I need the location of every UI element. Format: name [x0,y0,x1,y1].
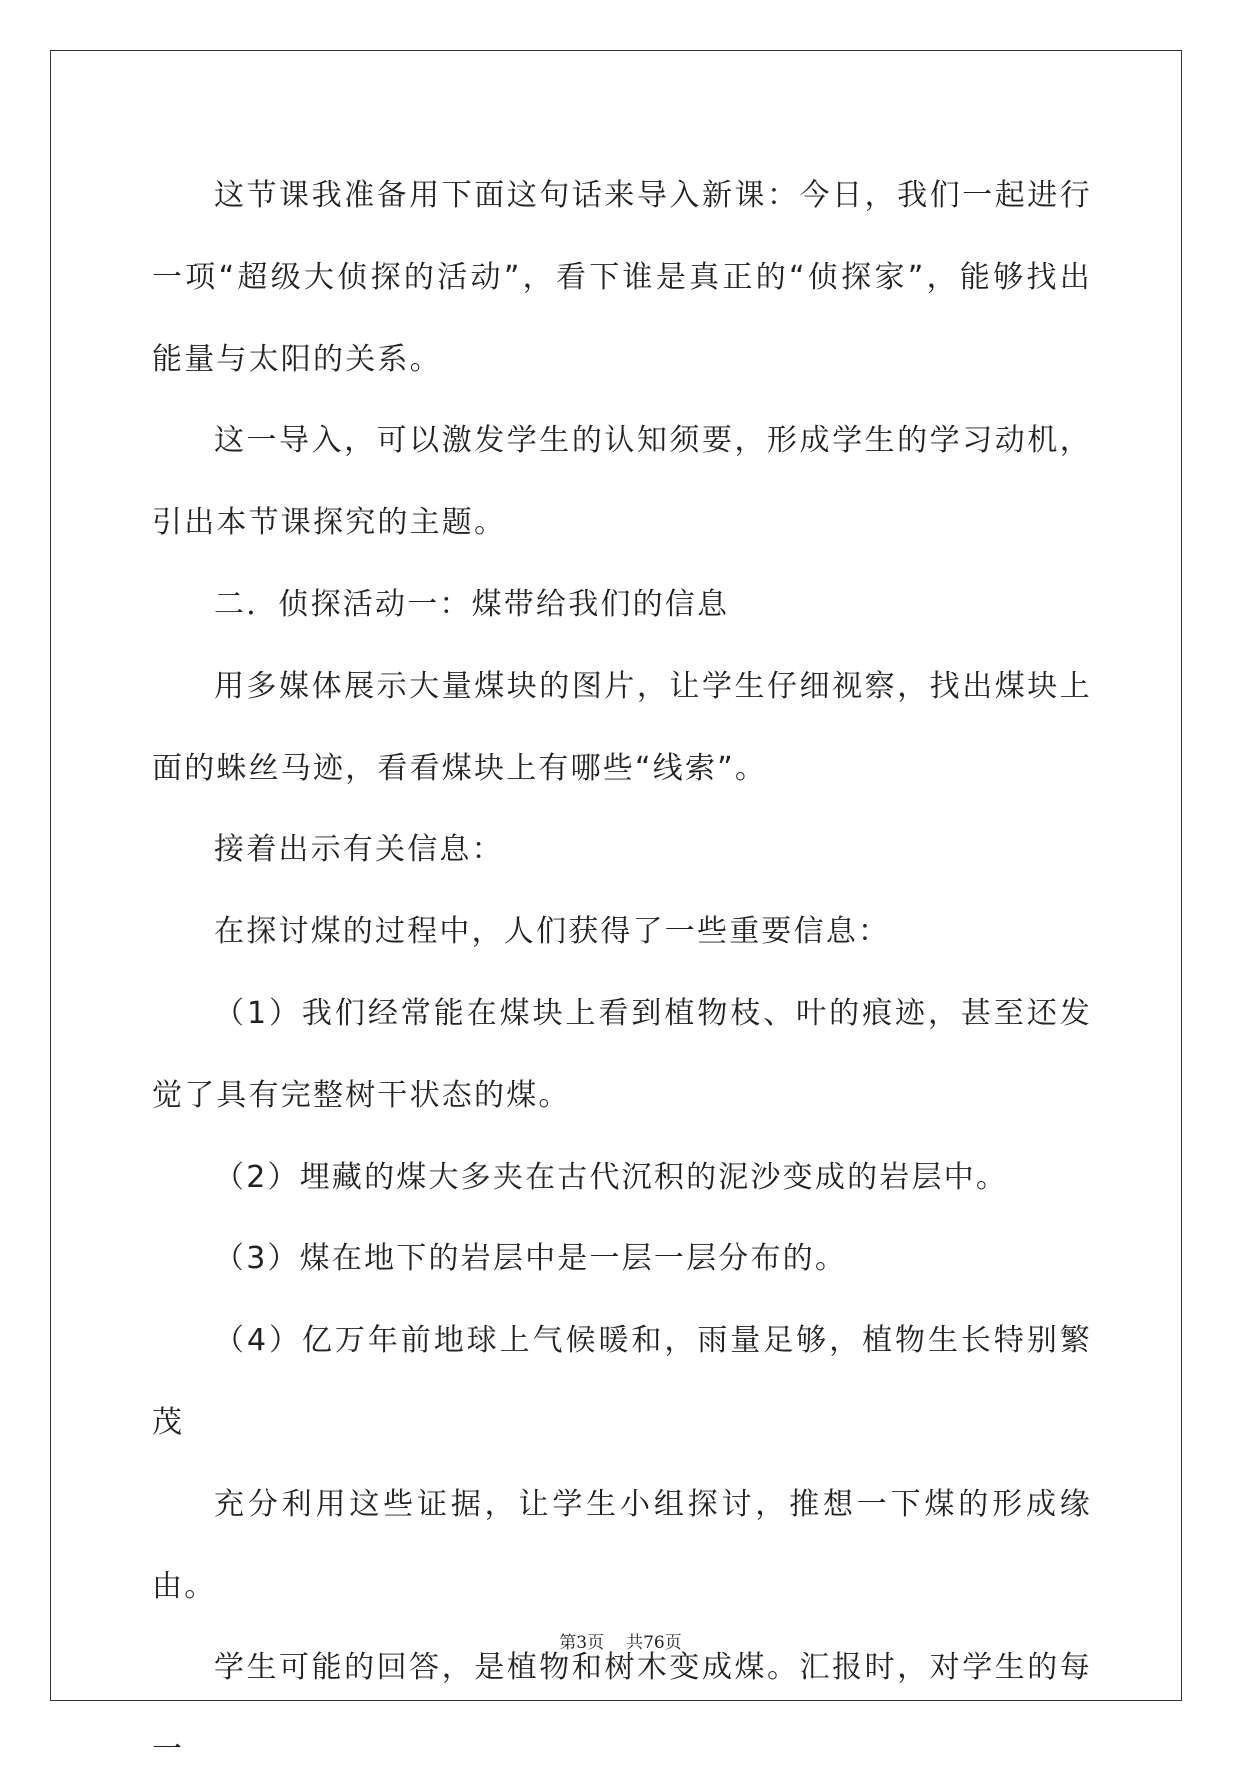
paragraph-research-info: 在探讨煤的过程中，人们获得了一些重要信息： [214,914,891,950]
section-heading: 二．侦探活动一：煤带给我们的信息 [214,586,730,622]
list-item-3: （3）煤在地下的岩层中是一层一层分布的。 [214,1241,848,1277]
page-number: 第3页 [559,1633,605,1653]
paragraph-group-discussion: 充分利用这些证据，让学生小组探讨，推想一下煤的形成缘由。 [152,1486,1092,1604]
page-footer [0,1628,1241,1653]
paragraph-student-answer: 学生可能的回答，是植物和树木变成煤。汇报时，对学生的每一 [152,1650,1092,1768]
list-item-4: （4）亿万年前地球上气候暖和，雨量足够，植物生长特别繁茂 [152,1323,1092,1440]
paragraph-intro-effect: 这一导入，可以激发学生的认知须要，形成学生的学习动机，引出本节课探究的主题。 [152,423,1092,541]
paragraph-show-info: 接着出示有关信息： [214,832,504,868]
paragraph-intro: 这节课我准备用下面这句话来导入新课：今日，我们一起进行一项“超级大侦探的活动”，看下谁是真正的“侦探家”，能够找出能量与太阳的关系。 [152,178,1092,377]
list-item-2: （2）埋藏的煤大多夹在古代沉积的泥沙变成的岩层中。 [214,1159,1009,1195]
list-item-1: （1）我们经常能在煤块上看到植物枝、叶的痕迹，甚至还发觉了具有完整树干状态的煤。 [152,995,1092,1113]
page-total: 共76页 [626,1633,682,1653]
paragraph-multimedia: 用多媒体展示大量煤块的图片，让学生仔细视察，找出煤块上面的蛛丝马迹，看看煤块上有哪些“线索”。 [152,668,1092,786]
document-body [152,155,1092,1791]
